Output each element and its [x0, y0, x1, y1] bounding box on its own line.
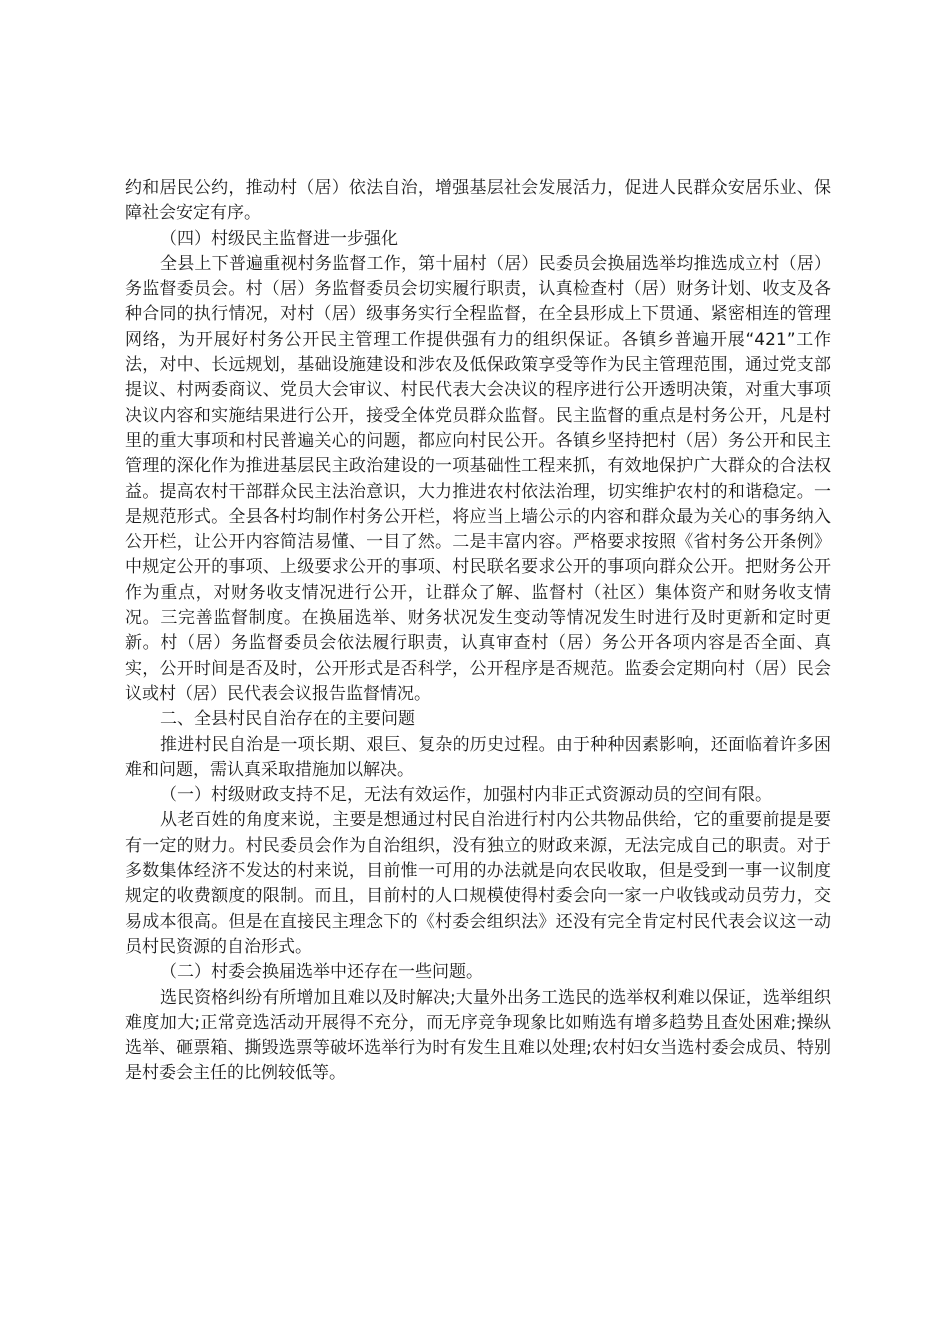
paragraph-election-body: 选民资格纠纷有所增加且难以及时解决;大量外出务工选民的选举权利难以保证，选举组织难度加大;正常竞选活动开展得不充分，而无序竞争现象比如贿选有增多趋势且查处困难;操纵选举、砸票箱、撕毁选票等破坏选举行为时有发生且难以处理;农村妇女当选村委会成员、特别是村委会主任的比例较低等。 [125, 987, 831, 1084]
paragraph-finance-body: 从老百姓的角度来说，主要是想通过村民自治进行村内公共物品供给，它的重要前提是要有一定的财力。村民委员会作为自治组织，没有独立的财政来源，无法完成自己的职责。对于多数集体经济不发达的村来说，目前惟一可用的办法就是向农民收取，但是受到一事一议制度规定的收费额度的限制。而且，目前村的人口规模使得村委会向一家一户收钱或动员劳力，交易成本很高。但是在直接民主理念下的《村委会组织法》还没有完全肯定村民代表会议这一动员村民资源的自治形式。 [125, 810, 831, 957]
paragraph-supervision-body: 全县上下普遍重视村务监督工作，第十届村（居）民委员会换届选举均推选成立村（居）务监督委员会。村（居）务监督委员会切实履行职责，认真检查村（居）财务计划、收支及各种合同的执行情况，对村（居）级事务实行全程监督，在全县形成上下贯通、紧密相连的管理网络，为开展好村务公开民主管理工作提供强有力的组织保证。各镇乡普遍开展“421”工作法，对中、长远规划，基础设施建设和涉农及低保政策享受等作为民主管理范围，通过党支部提议、村两委商议、党员大会审议、村民代表大会决议的程序进行公开透明决策，对重大事项决议内容和实施结果进行公开，接受全体党员群众监督。民主监督的重点是村务公开，凡是村里的重大事项和村民普遍关心的问题，都应向村民公开。各镇乡坚持把村（居）务公开和民主管理的深化作为推进基层民主政治建设的一项基础性工程来抓，有效地保护广大群众的合法权益。提高农村干部群众民主法治意识，大力推进农村依法治理，切实维护农村的和谐稳定。一是规范形式。全县各村均制作村务公开栏，将应当上墙公示的内容和群众最为关心的事务纳入公开栏，让公开内容简洁易懂、一目了然。二是丰富内容。严格要求按照《省村务公开条例》中规定公开的事项、上级要求公开的事项、村民联名要求公开的事项向群众公开。把财务公开作为重点，对财务收支情况进行公开，让群众了解、监督村（社区）集体资产和财务收支情况。三完善监督制度。在换届选举、财务状况发生变动等情况发生时进行及时更新和定时更新。村（居）务监督委员会依法履行职责，认真审查村（居）务公开各项内容是否全面、真实，公开时间是否及时，公开形式是否科学，公开程序是否规范。监委会定期向村（居）民会议或村（居）民代表会议报告监督情况。 [125, 253, 831, 704]
section-heading-problems: 二、全县村民自治存在的主要问题 [160, 709, 415, 730]
document-page [125, 176, 831, 1087]
subsection-heading-finance: （一）村级财政支持不足，无法有效运作，加强村内非正式资源动员的空间有限。 [160, 785, 772, 806]
paragraph-problems-intro: 推进村民自治是一项长期、艰巨、复杂的历史过程。由于种种因素影响，还面临着许多困难和问题，需认真采取措施加以解决。 [125, 734, 831, 780]
paragraph-continuation: 约和居民公约，推动村（居）依法自治，增强基层社会发展活力，促进人民群众安居乐业、保障社会安定有序。 [125, 178, 831, 224]
subsection-heading-election: （二）村委会换届选举中还存在一些问题。 [160, 962, 483, 983]
section-heading-supervision: （四）村级民主监督进一步强化 [160, 228, 398, 249]
